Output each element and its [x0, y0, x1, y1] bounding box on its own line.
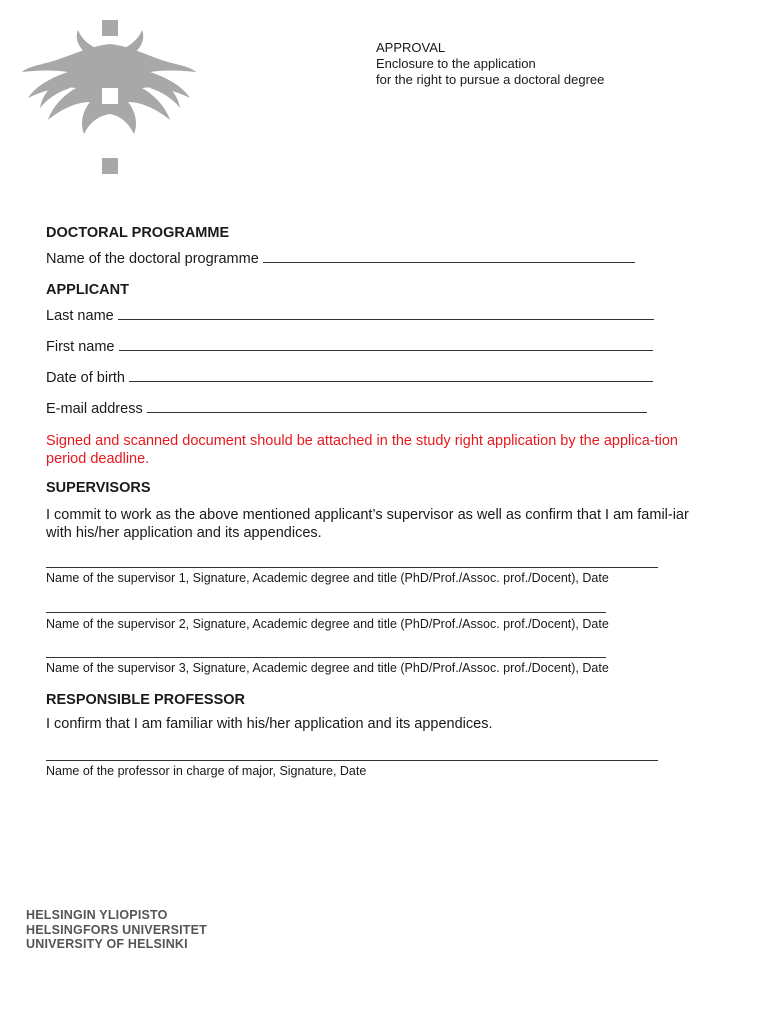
approval-title: APPROVAL: [376, 40, 446, 55]
supervisor-2-signature-label: Name of the supervisor 2, Signature, Academic degree and title (PhD/Prof./Assoc. prof./Docent), Date: [46, 617, 609, 631]
responsible-professor-heading: RESPONSIBLE PROFESSOR: [46, 692, 246, 708]
date-of-birth-line[interactable]: [129, 380, 653, 382]
supervisor-3-signature-label: Name of the supervisor 3, Signature, Academic degree and title (PhD/Prof./Assoc. prof./Docent), Date: [46, 661, 609, 675]
doctoral-programme-heading: DOCTORAL PROGRAMME: [46, 225, 230, 241]
email-field[interactable]: [46, 401, 647, 417]
last-name-label: Last name: [46, 308, 114, 324]
applicant-heading: APPLICANT: [46, 282, 129, 298]
professor-signature-line[interactable]: [46, 760, 658, 761]
date-of-birth-field[interactable]: [46, 370, 653, 386]
doctoral-programme-line[interactable]: [263, 261, 635, 263]
email-label: E-mail address: [46, 401, 143, 417]
enclosure-line-1: Enclosure to the application: [376, 56, 536, 71]
professor-signature-label: Name of the professor in charge of major, Signature, Date: [46, 764, 367, 778]
wordmark-finnish: HELSINGIN YLIOPISTO: [26, 908, 168, 922]
professor-confirmation: I confirm that I am familiar with his/her application and its appendices.: [46, 716, 493, 732]
last-name-line[interactable]: [118, 318, 654, 320]
doctoral-programme-label: Name of the doctoral programme: [46, 251, 259, 267]
supervisors-heading: SUPERVISORS: [46, 480, 151, 496]
enclosure-line-2: for the right to pursue a doctoral degree: [376, 72, 605, 87]
first-name-label: First name: [46, 339, 115, 355]
university-flame-logo: [20, 16, 200, 176]
supervisor-2-signature-line[interactable]: [46, 612, 606, 613]
supervisor-1-signature-label: Name of the supervisor 1, Signature, Academic degree and title (PhD/Prof./Assoc. prof./Docent), Date: [46, 571, 609, 585]
submission-notice: Signed and scanned document should be attached in the study right application by the applica-tion period deadline.: [46, 433, 678, 467]
approval-header: [376, 40, 604, 88]
first-name-line[interactable]: [119, 349, 653, 351]
date-of-birth-label: Date of birth: [46, 370, 125, 386]
supervisor-3-signature-line[interactable]: [46, 657, 606, 658]
doctoral-programme-field[interactable]: [46, 251, 635, 267]
last-name-field[interactable]: [46, 308, 654, 324]
wordmark-swedish: HELSINGFORS UNIVERSITET: [26, 922, 208, 937]
supervisor-commitment: I commit to work as the above mentioned applicant’s supervisor as well as confirm that I am famil-iar with his/her application and its appendices.: [46, 507, 689, 541]
wordmark-english: UNIVERSITY OF HELSINKI: [26, 937, 188, 951]
email-line[interactable]: [147, 411, 647, 413]
first-name-field[interactable]: [46, 339, 653, 355]
supervisor-1-signature-line[interactable]: [46, 567, 658, 568]
university-wordmark: [26, 908, 207, 952]
